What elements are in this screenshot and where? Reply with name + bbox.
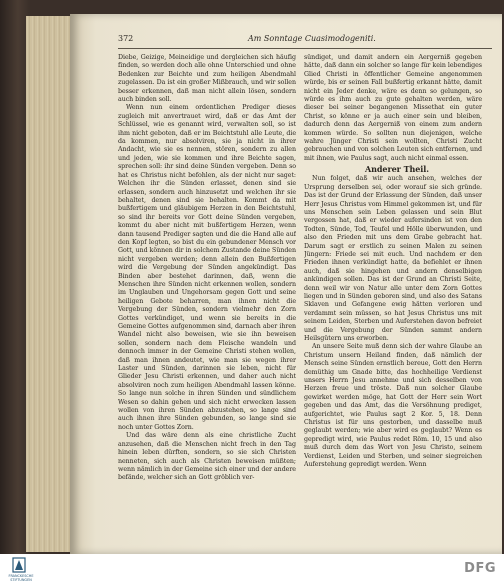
paragraph: Wenn nun einem ordentlichen Prediger dieses zugleich mit anvertrauet wird, daß er das Amt der Schlüssel, wie es genannt wird, verwalten soll, so ist ihm nicht geboten, daß er im Beichtstuhl alle Leute, die da kommen, nur absolviren, sie ja nicht in ihrer Andacht, wie sie es nennen, stören, sondern zu allen und jeden, wie sie kommen und ihre Beichte sagen, sprechen soll: ihr sind deine Sünden vergeben. Denn so hat es Christus nicht befohlen, als der nicht nur saget: Welchen ihr die Sünden erlasset, denen sind sie erlassen, sondern auch hinzusetzt und welchen ihr sie behaltet, denen sind sie behalten. Kommt da mit bußfertigem und gläubigem Herzen in den Beichtstuhl, so sind ihr bereits vor Gott deine Sünden vergeben, kommt du aber nicht mit bußfertigem Herzen, wenn dann tausend Prediger sagten und die die Hand alle auf den Kopf legten, so bist du ein gebundener Mensch vor Gott, und können dir in solchem Zustande deine Sünden nicht vergeben werden; denn allein den Bußfertigen wird die Vergebung der Sünden angekündigt. Das Binden aber bestehet darinnen, daß, wenn die Menschen ihre Sünden nicht erkennen wollen, sondern im Unglauben und Ungehorsam gegen Gott und seine heiligen Gebote beharren, man ihnen nicht die Vergebung der Sünden, sondern vielmehr den Zorn Gottes verkündiget, und wenn sie bereits in die Gemeine Gottes aufgenommen sind, darnach aber ihren Wandel nicht also beweisen, wie sie ihn beweisen sollen, sondern nach dem Fleische wandeln und dennoch immer in der Gemeine Christi stehen wollen, daß man ihnen andeutet, wie man sie wegen ihrer Laster und Sünden, darinnen sie leben, nicht für Glieder Jesu Christi erkennen, und daher auch nicht absolviren noch zum heiligen Abendmahl lassen könne. So lange nun solche in ihren Sünden und sündlichem Wesen so dahin gehen und sich nicht erwecken lassen wollen von ihren Sünden abzustehen, so lange sind auch ihnen ihre Sünden gebunden, so lange sind sie noch unter Gottes Zorn. [118, 104, 296, 431]
logo-caption: FRANCKESCHE STIFTUNGEN [8, 574, 34, 582]
section-heading: Anderer Theil. [364, 164, 430, 175]
right-column [304, 54, 482, 544]
paragraph: Nun folget, daß wir auch ansehen, welches der Ursprung derselben sei, oder worauf sie sich gründe. Das ist der Grund der Erlassung der Sünden, daß unser Herr Jesus Christus vom Himmel gekommen ist, und für uns Menschen sein Leben gelassen und sein Blut vergossen hat, daß er wieder aufersinden ist von den Todten, Sünde, Tod, Teufel und Hölle überwunden, und also den Frieden mit uns dem Grabe gebracht hat. Darum sagt er erstlich zu seinen Malen zu seinen Jüngern: Friede sei mit euch. Und nachdem er den Frieden ihnen verkündigt hatte, da befiehlet er ihnen auch, daß sie hingehen und andern denselbigen ankündigen sollen. Das ist der Grund an Christi Seite, denn weil wir von Natur alle unter dem Zorn Gottes liegen und in Sünden geboren sind, und also des Satans Sklaven und Gefangene ewig hätten verloren und verdammt sein müssen, so hat Jesus Christus uns mit seinem Leiden, Sterben und Auferstehen davon befreiet und die Vergebung der Sünden sammt andern Heilsgütern uns erworben. [304, 175, 482, 342]
paragraph: An unsere Seite muß denn sich der wahre Glaube an Christum unsern Heiland finden, daß nämlich der Mensch seine Sünden ernstlich bereue, Gott den Herrn demüthig um Gnade bitte, das hochheilige Verdienst unsers Herrn Jesu annehme und sich desselben von Herzen freue und tröste. Daß nun solcher Glaube gewirket werden möge, hat Gott der Herr sein Wort gegeben und das Amt, das die Versöhnung prediget, aufgerichtet, wie Paulus sagt 2 Kor. 5, 18. Denn Christus ist für uns gestorben, und dasselbe muß geglaubt werden; wie aber wird es geglaubt? Wenn es gepredigt wird, wie Paulus redet Röm. 10, 15 und also muß durch dem das Wort von Jesu Christo, seinem Verdienst, Leiden und Sterben, und seiner siegreichen Auferstehung gepredigt werden. Wenn [304, 343, 482, 469]
book-page [70, 14, 502, 554]
paragraph: sündiget, und damit andern ein Aergerniß gegeben hätte, daß dann ein solcher so lange für kein lebendiges Glied Christi in öffentlicher Gemeine angenommen würde, bis er seinen Fall bußfertig erkannt hätte, damit nicht ein Jeder denke, wäre es denn so gelungen, so würde es ihm auch zu gute gehalten werden, wäre dieser bei seiner begangenen Missethat ein guter Christ, so könne er ja auch einer sein und bleiben, dadurch denn das Aergerniß von einem zum andern kommen würde. So sollten nun diejenigen, welche wahre Jünger Christi sein wollten, Christi Zucht gebrauchen und von solchen Leuten sich entfernen, und mit ihnen, wie Paulus sagt, auch nicht einmal essen. [304, 54, 482, 162]
paragraph: Und das wäre denn als eine christliche Zucht anzusehen, daß die Menschen nicht frech in den Tag hinein leben dürften, sondern, so sie sich Christen nenneten, sich auch als Christen beweisen müßten; wenn nämlich in der Gemeine sich einer und der andere befände, welcher sich an Gott gröblich ver- [118, 432, 296, 482]
left-column [118, 54, 296, 544]
viewer-footer [0, 554, 504, 584]
running-head: Am Sonntage Cuasimodogeniti. [248, 34, 376, 43]
paragraph: Diebe, Geizige, Meineidige und dergleichen sich häufig finden, so werden doch alle ohne Unterschied und ohne Bedenken zur Beichte und zum heiligen Abendmahl zugelassen. Da ist ein großer Mißbrauch, und wir sollen besser erkennen, daß man nicht allein lösen, sondern auch binden soll. [118, 54, 296, 104]
page-header [118, 34, 492, 48]
header-rule [118, 48, 492, 49]
dfg-logo: DFG [464, 561, 496, 576]
logo-emblem-icon [4, 556, 34, 574]
page-number: 372 [118, 34, 134, 43]
